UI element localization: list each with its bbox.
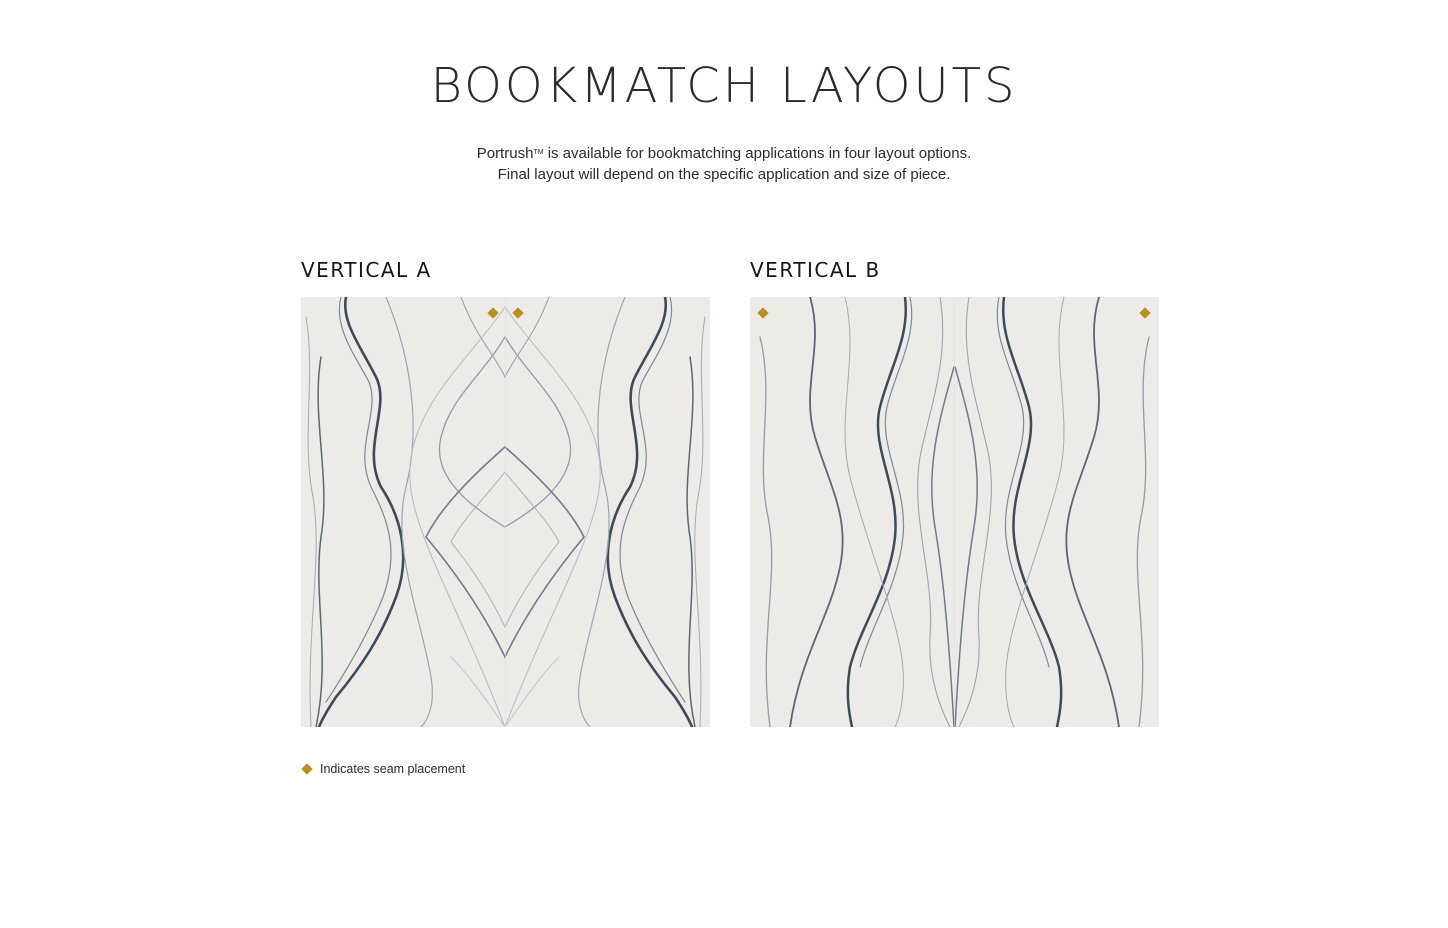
- brand-name: Portrush: [476, 145, 534, 162]
- seam-diamond-icon: [301, 763, 312, 774]
- seam-legend: [301, 762, 465, 776]
- intro-text: [0, 142, 1448, 185]
- seam-legend-label: Indicates seam placement: [320, 762, 466, 776]
- slab-veining-vertical-a: [301, 297, 710, 727]
- layout-label-vertical-b: VERTICAL B: [750, 258, 881, 282]
- slab-image-vertical-b: [750, 297, 1159, 727]
- slab-image-vertical-a: [301, 297, 710, 727]
- page-title: BOOKMATCH LAYOUTS: [430, 58, 1018, 114]
- intro-line-1-text: is available for bookmatching applications in four layout options.: [543, 145, 972, 162]
- slab-veining-vertical-b: [750, 297, 1159, 727]
- layout-label-vertical-a: VERTICAL A: [301, 258, 432, 282]
- intro-line-1: [0, 142, 1448, 164]
- intro-line-2: Final layout will depend on the specific application and size of piece.: [497, 166, 951, 183]
- trademark-mark: TM: [533, 149, 544, 156]
